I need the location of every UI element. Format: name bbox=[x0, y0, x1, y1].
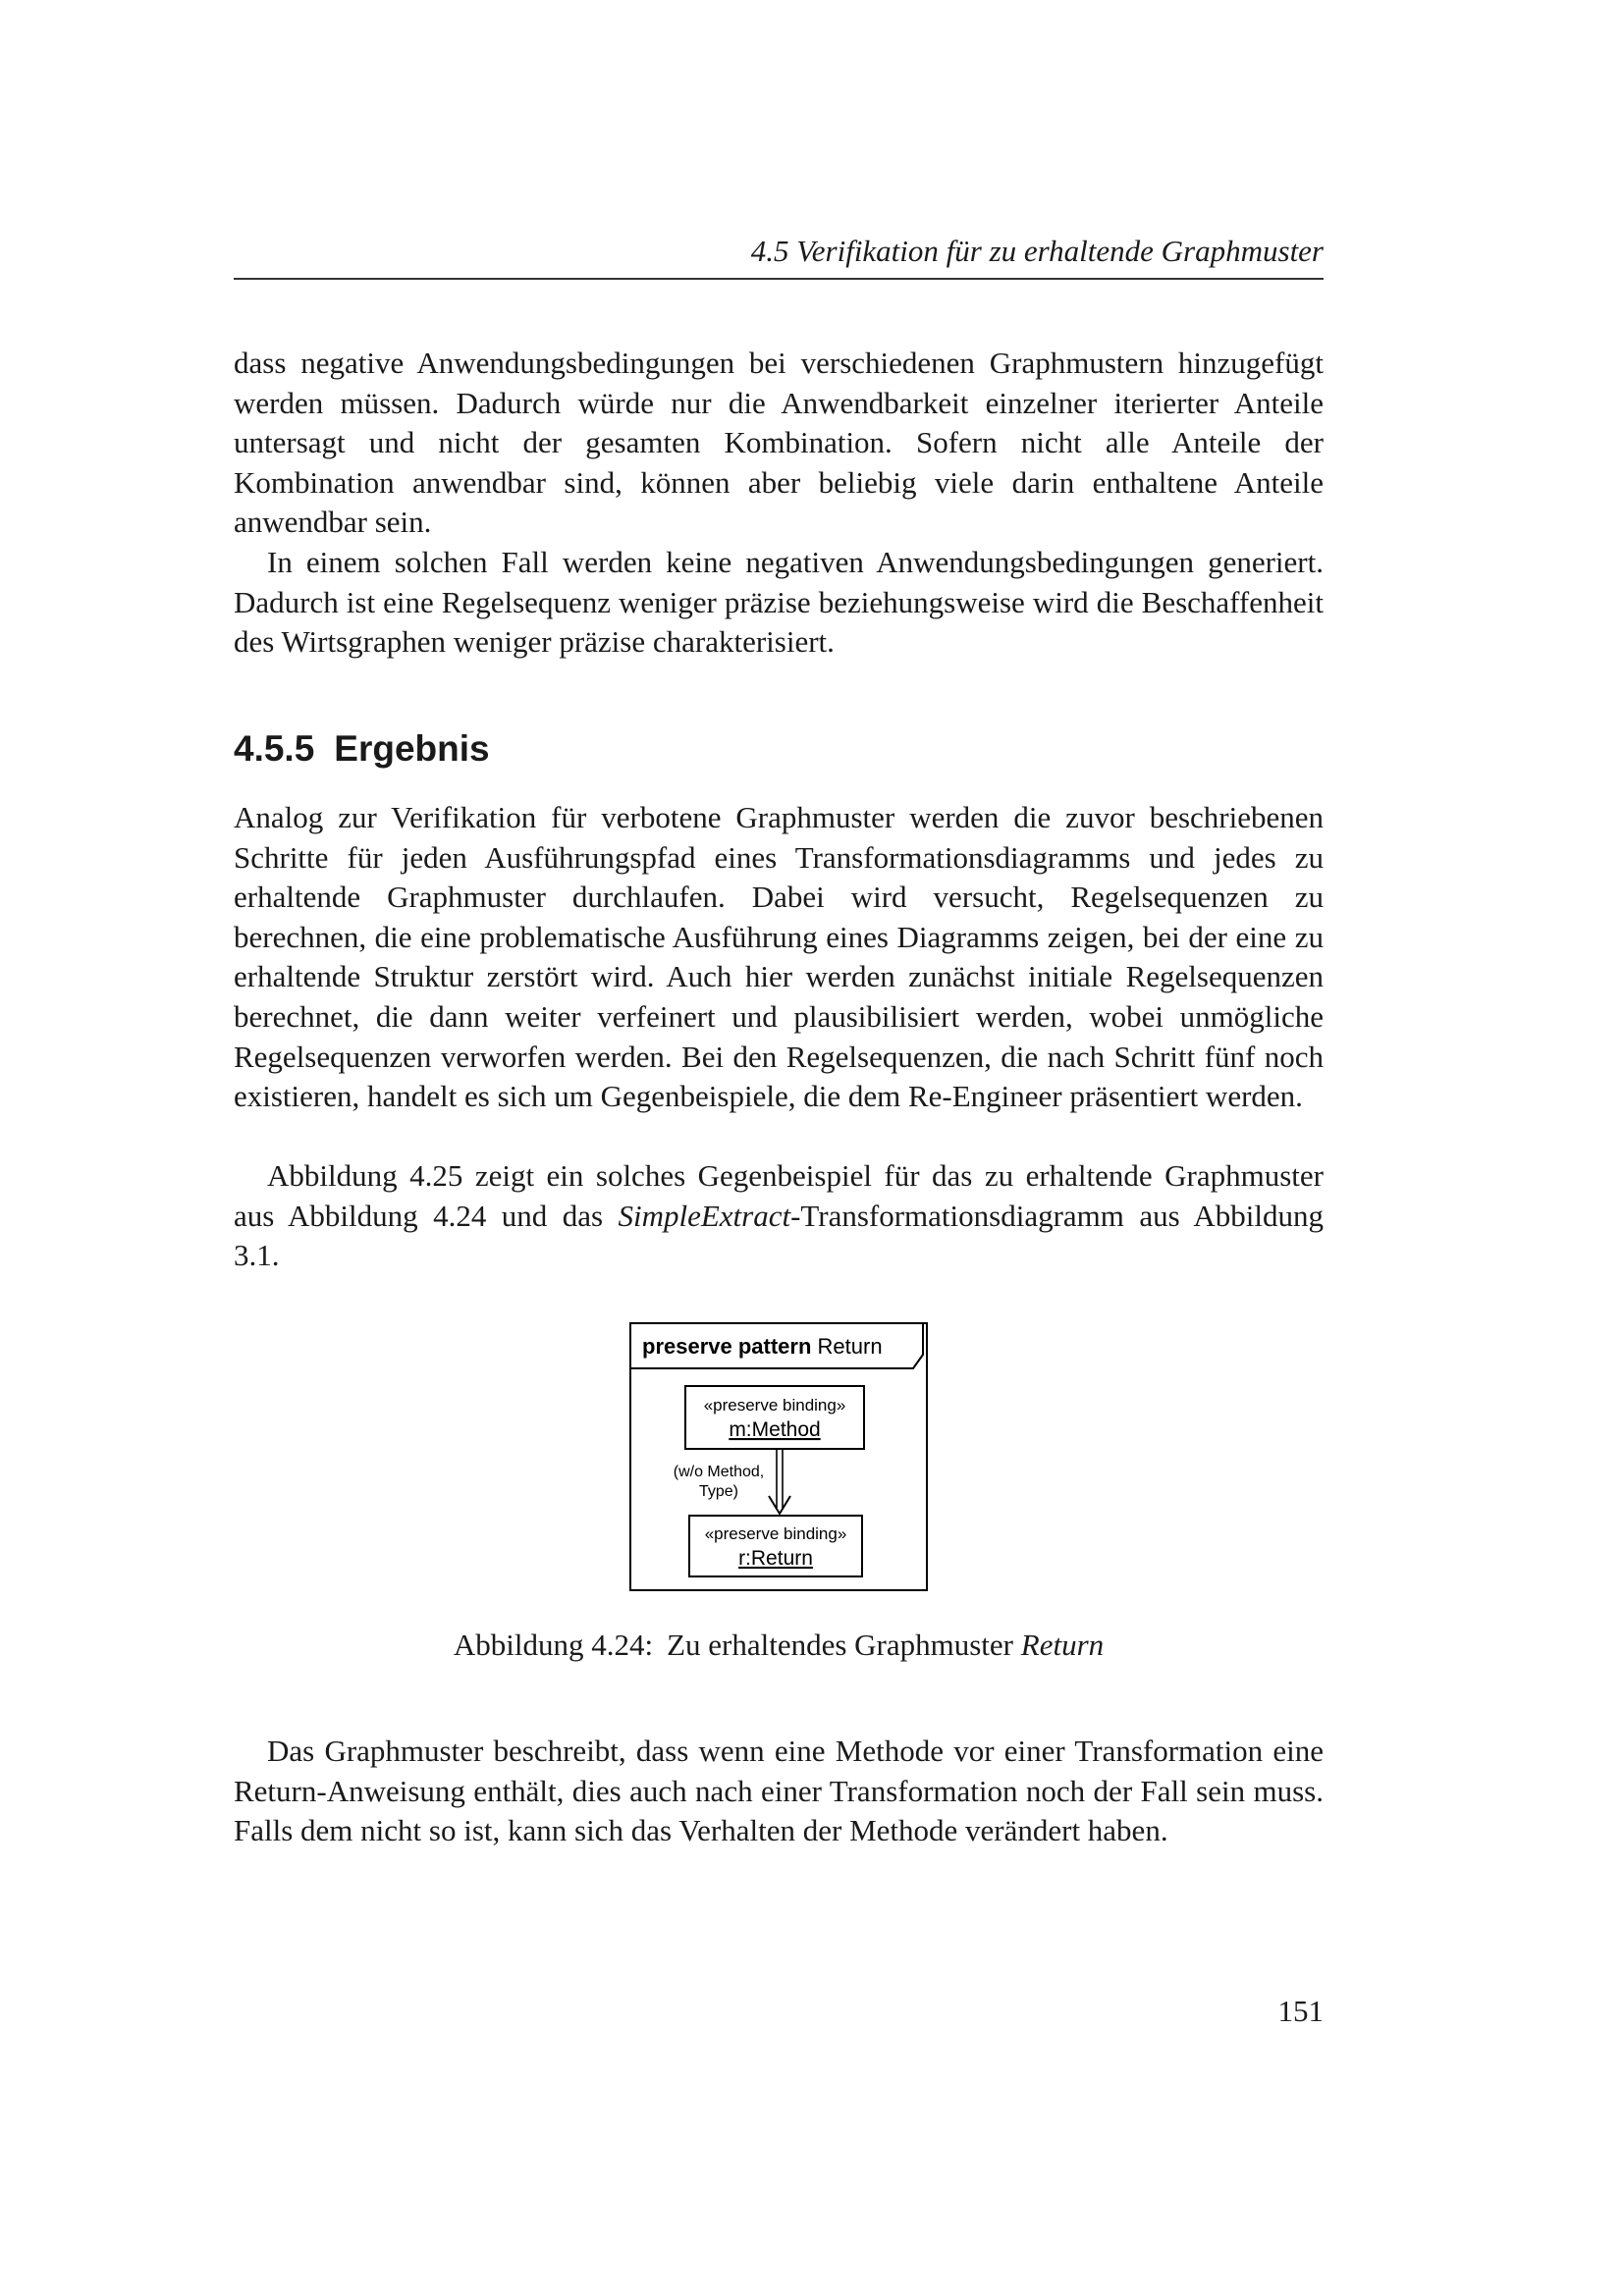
node-method-stereotype: «preserve binding» bbox=[703, 1396, 846, 1415]
header-rule bbox=[234, 278, 1324, 280]
caption-text: Zu erhaltendes Graphmuster bbox=[667, 1628, 1014, 1662]
frame-name: Return bbox=[817, 1334, 883, 1359]
node-method-name: m:Method bbox=[729, 1418, 821, 1441]
paragraph-4 bbox=[234, 1156, 1324, 1276]
page-number: 151 bbox=[1277, 1994, 1324, 2028]
paragraph-3: Analog zur Verifikation für verbotene Graphmuster werden die zuvor beschriebenen Schritte für jeden Ausführungspfad eines Transformationsdiagramms und jedes zu erhaltende Graphmuster durchlaufen. Dabei wird versucht, Regelsequenzen zu berechnen, die eine problematische Ausführung eines Diagramms zeigen, bei der eine zu erhaltende Struktur zerstört wird. Auch hier werden zunächst initiale Regelsequenzen berechnet, die dann weiter verfeinert und plausibilisiert werden, wobei unmögliche Regelsequenzen verworfen werden. Bei den Regelsequenzen, die nach Schritt fünf noch existieren, handelt es sich um Gegenbeispiele, die dem Re-Engineer präsentiert werden. bbox=[234, 800, 1324, 1114]
node-return-stereotype: «preserve binding» bbox=[704, 1524, 847, 1543]
section-number: 4.5.5 bbox=[234, 728, 315, 769]
edge-label-line2: Type) bbox=[698, 1483, 739, 1500]
paragraph-4-text: Abbildung 4.25 zeigt ein solches Gegenbeispiel für das zu erhaltende Graphmuster aus Abbildung 4.24 und das bbox=[234, 1158, 1324, 1233]
caption-italic: Return bbox=[1020, 1628, 1105, 1662]
running-head: 4.5 Verifikation für zu erhaltende Graphmuster bbox=[750, 234, 1324, 268]
node-return-name: r:Return bbox=[738, 1547, 813, 1570]
edge-label-line1: (w/o Method, bbox=[673, 1464, 765, 1480]
figure-caption bbox=[234, 1626, 1324, 1665]
paragraph-4-text-end: -Transformationsdiagramm aus Abbildung 3.1. bbox=[234, 1198, 1324, 1273]
frame-title bbox=[642, 1334, 883, 1359]
paragraph-2: In einem solchen Fall werden keine negativen Anwendungsbedingungen generiert. Dadurch ist eine Regelsequenz weniger präzise beziehungsweise wird die Beschaffenheit des Wirtsgraphen weniger präzise charakterisiert. bbox=[234, 545, 1324, 660]
caption-label: Abbildung 4.24: bbox=[453, 1628, 654, 1662]
pattern-diagram bbox=[628, 1321, 929, 1592]
paragraph-5: Das Graphmuster beschreibt, dass wenn eine Methode vor einer Transformation eine Return-Anweisung enthält, dies auch nach einer Transformation noch der Fall sein muss. Falls dem nicht so ist, kann sich das Verhalten der Methode verändert haben. bbox=[234, 1734, 1324, 1848]
paragraph-4-italic: SimpleExtract bbox=[618, 1198, 791, 1233]
frame-keyword: preserve pattern bbox=[642, 1334, 812, 1359]
section-heading bbox=[234, 726, 490, 772]
section-title: Ergebnis bbox=[334, 728, 490, 769]
paragraph-1: dass negative Anwendungsbedingungen bei verschiedenen Graphmustern hinzugefügt werden müssen. Dadurch würde nur die Anwendbarkeit einzelner iterierter Anteile untersagt und nicht der gesamten Kombination. Sofern nicht alle Anteile der Kombination anwendbar sind, können aber beliebig viele darin enthaltene Anteile anwendbar sein. bbox=[234, 346, 1324, 540]
figure-graph-pattern bbox=[628, 1321, 929, 1592]
